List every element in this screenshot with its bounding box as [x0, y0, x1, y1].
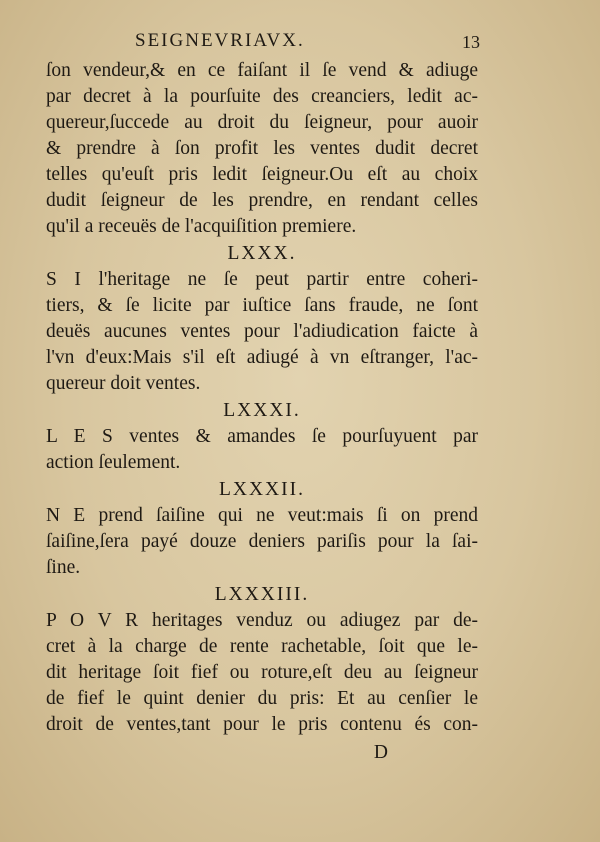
text-line: droit de ventes,tant pour le pris contenu és con- — [46, 714, 478, 735]
text-line: quereur doit ventes. — [46, 373, 201, 394]
text-line: cret à la charge de rente rachetable, ſoit que le- — [46, 636, 478, 657]
text-line: N E prend ſaiſine qui ne veut:mais ſi on prend — [46, 505, 478, 526]
page-number: 13 — [462, 32, 480, 52]
text-line: L E S ventes & amandes ſe pourſuyuent par — [46, 426, 478, 447]
text-line: tiers, & ſe licite par iuſtice ſans fraude, ne ſont — [46, 295, 478, 316]
text-line: & prendre à ſon profit les ventes dudit decret — [46, 138, 478, 159]
text-line: telles qu'euſt pris ledit ſeigneur.Ou eſt au choix — [46, 164, 478, 185]
text-line: dit heritage ſoit fief ou roture,eſt deu au ſeigneur — [46, 662, 478, 683]
text-line: ſon vendeur,& en ce faiſant il ſe vend & adiuge — [46, 60, 478, 81]
text-line: par decret à la pourſuite des creanciers, ledit ac- — [46, 86, 478, 107]
text-line: qu'il a receuës de l'acquiſition premiere. — [46, 216, 357, 237]
text-line: l'vn d'eux:Mais s'il eſt adiugé à vn eſtranger, l'ac- — [46, 347, 478, 368]
article-number: LXXX. — [227, 243, 297, 264]
text-line: dudit ſeigneur de les prendre, en rendant celles — [46, 190, 478, 211]
text-line: S I l'heritage ne ſe peut partir entre coheri- — [46, 269, 478, 290]
text-line: quereur,ſuccede au droit du ſeigneur, pour auoir — [46, 112, 478, 133]
running-head: SEIGNEVRIAVX. — [135, 30, 305, 51]
page-header — [0, 30, 600, 58]
body-text — [46, 58, 478, 768]
text-line: action ſeulement. — [46, 452, 181, 473]
text-line: deuës aucunes ventes pour l'adiudication faicte à — [46, 321, 478, 342]
signature-mark: D — [373, 742, 388, 763]
article-number: LXXXII. — [218, 479, 306, 500]
text-line: de fief le quint denier du pris: Et au cenſier le — [46, 688, 478, 709]
text-line: P O V R heritages venduz ou adiugez par de- — [46, 610, 478, 631]
text-line: ſaiſine,ſera payé douze deniers pariſis pour la ſai- — [46, 531, 478, 552]
article-number: LXXXI. — [223, 400, 301, 421]
article-number: LXXXIII. — [214, 584, 310, 605]
text-line: ſine. — [46, 557, 81, 578]
